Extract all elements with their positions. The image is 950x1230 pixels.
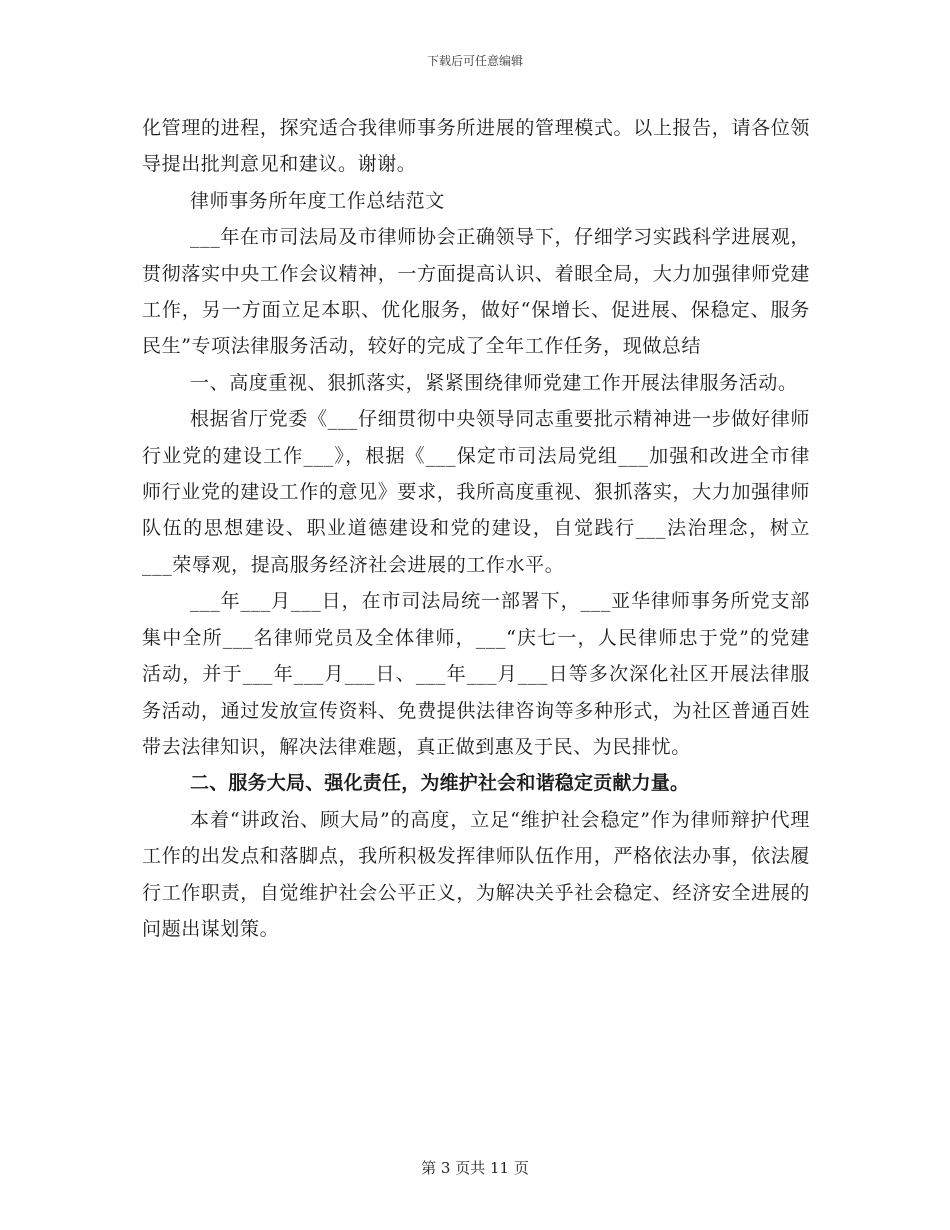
page-header-note: 下载后可任意编辑 (426, 54, 523, 68)
paragraph-activities: ___年___月___日，在市司法局统一部署下，___亚华律师事务所党支部集中全所___名律师党员及全体律师，___“庆七一，人民律师忠于党”的党建活动，并于___年___月___日、___年___月___日等多次深化社区开展法律服务活动，通过发放宣传资料、免费提供法律咨询等多种形式，为社区普通百姓带去法律知识，解决法律难题，真正做到惠及于民、为民排忧。 (142, 590, 810, 758)
section-heading-2: 二、服务大局、强化责任，为维护社会和谐稳定贡献力量。 (190, 772, 690, 795)
paragraph-intro: ___年在市司法局及市律师协会正确领导下，仔细学习实践科学进展观，贯彻落实中央工作会议精神，一方面提高认识、着眼全局，大力加强律师党建工作，另一方面立足本职、优化服务，做好“保增长、促进展、保稳定、服务民生”专项法律服务活动，较好的完成了全年工作任务，现做总结 (142, 226, 810, 358)
page-number-footer: 第 3 页共 11 页 (421, 1159, 529, 1177)
paragraph-party-building: 根据省厅党委《___仔细贯彻中央领导同志重要批示精神进一步做好律师行业党的建设工作___》，根据《___保定市司法局党组___加强和改进全市律师行业党的建设工作的意见》要求，我所高度重视、狠抓落实，大力加强律师队伍的思想建设、职业道德建设和党的建设，自觉践行___法治理念，树立___荣辱观，提高服务经济社会进展的工作水平。 (142, 408, 810, 576)
document-subtitle: 律师事务所年度工作总结范文 (190, 189, 445, 212)
document-body (142, 110, 810, 947)
section-heading-1: 一、高度重视、狠抓落实，紧紧围绕律师党建工作开展法律服务活动。 (190, 371, 798, 394)
paragraph-service: 本着“讲政治、顾大局”的高度，立足“维护社会稳定”作为律师辩护代理工作的出发点和落脚点，我所积极发挥律师队伍作用，严格依法办事，依法履行工作职责，自觉维护社会公平正义，为解决关乎社会稳定、经济安全进展的问题出谋划策。 (142, 808, 810, 940)
paragraph-continuation: 化管理的进程，探究适合我律师事务所进展的管理模式。以上报告，请各位领导提出批判意见和建议。谢谢。 (142, 117, 810, 176)
